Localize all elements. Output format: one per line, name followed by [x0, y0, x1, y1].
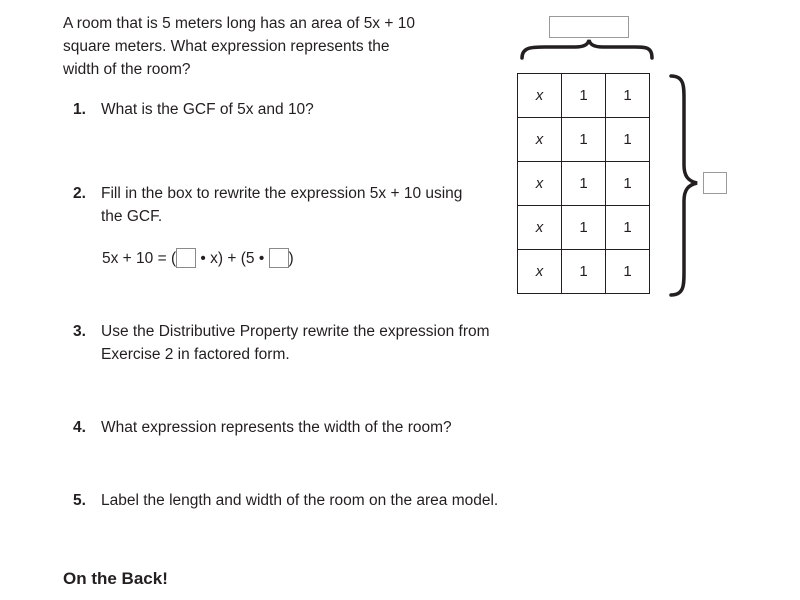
tile-1: 1 — [562, 162, 606, 206]
tile-1: 1 — [562, 206, 606, 250]
tile-1: 1 — [562, 250, 606, 294]
question-number: 1. — [73, 101, 86, 118]
tile-1: 1 — [606, 74, 650, 118]
tile-x: x — [518, 74, 562, 118]
area-model-row — [518, 118, 650, 162]
question-text: Use the Distributive Property rewrite the expression from Exercise 2 in factored form. — [101, 323, 490, 363]
equation-part-3: ) — [288, 250, 294, 267]
tile-x: x — [518, 250, 562, 294]
area-model-row — [518, 74, 650, 118]
tile-1: 1 — [562, 74, 606, 118]
equation-part-2: • x) + (5 • — [196, 250, 269, 267]
question-number: 3. — [73, 323, 86, 340]
equation-part-1: 5x + 10 = ( — [102, 250, 177, 267]
tile-1: 1 — [562, 118, 606, 162]
question-text: Label the length and width of the room on the area model. — [101, 492, 499, 509]
tile-1: 1 — [606, 162, 650, 206]
tile-1: 1 — [606, 250, 650, 294]
area-model-row — [518, 250, 650, 294]
question-text: Fill in the box to rewrite the expression 5x + 10 using the GCF. — [101, 185, 463, 225]
question-text: What is the GCF of 5x and 10? — [101, 101, 314, 118]
area-model-row — [518, 162, 650, 206]
tile-1: 1 — [606, 118, 650, 162]
tile-x: x — [518, 206, 562, 250]
question-number: 4. — [73, 419, 86, 436]
question-number: 5. — [73, 492, 86, 509]
area-model-row — [518, 206, 650, 250]
on-the-back-heading: On the Back! — [63, 569, 168, 588]
right-brace — [671, 76, 697, 295]
tile-1: 1 — [606, 206, 650, 250]
tile-x: x — [518, 162, 562, 206]
question-text: What expression represents the width of the room? — [101, 419, 452, 436]
tile-x: x — [518, 118, 562, 162]
top-brace — [522, 40, 652, 58]
area-model-grid — [517, 73, 650, 294]
question-number: 2. — [73, 185, 86, 202]
intro-text: A room that is 5 meters long has an area of 5x + 10 square meters. What expression represents the width of the room? — [63, 15, 415, 78]
